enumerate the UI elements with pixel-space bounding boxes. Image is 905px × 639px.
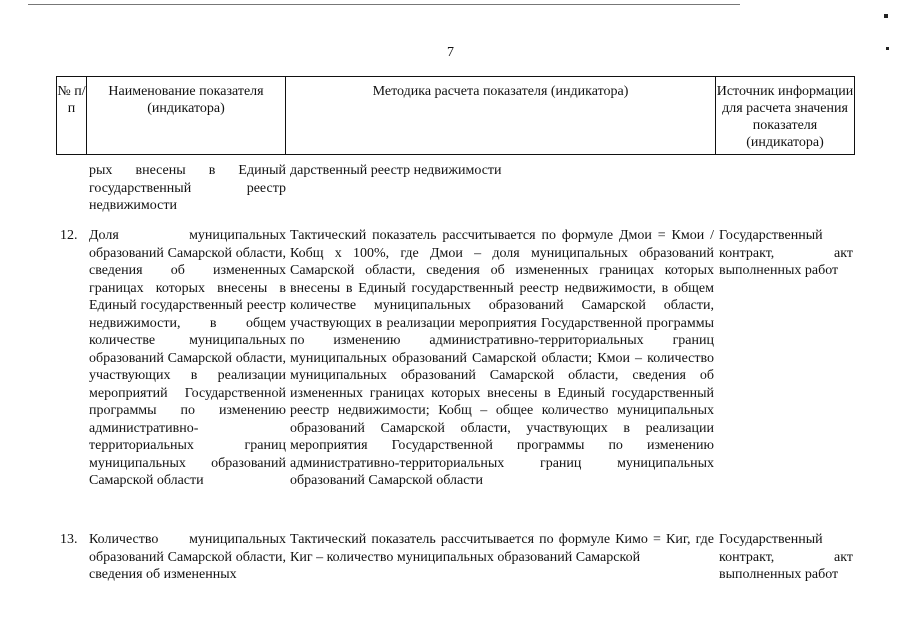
- indicator-name-cell: Количество муниципальных образований Самарской области, сведения об измененных: [89, 532, 286, 582]
- continued-method-cell: дарственный реестр недвижимости: [290, 163, 502, 178]
- header-method-label: Методика расчета показателя (индикатора): [372, 84, 629, 99]
- header-name: [86, 76, 286, 155]
- source-cell: Государственный контракт, акт выполненных работ: [719, 228, 853, 278]
- row-number: 13.: [60, 532, 78, 547]
- method-cell: Тактический показатель рассчитывается по формуле Дмои = Кмои / Кобщ х 100%, где Дмои – доля муниципальных образований Самарской области, сведения об измененных границах которых внесены в Единый государственный реестр недвижимости, в общем количестве муниципальных образований Самарской области, участвующих в реализации мероприятия Государственной программы по изменению административно-территориальных границ муниципальных образований Самарской области; Кмои – количество муниципальных образований Самарской области, сведения об измененных границах которых внесены в Единый государственный реестр недвижимости; Кобщ – общее количество муниципальных образований Самарской области, участвующих в реализации мероприятия Государственной программы по изменению административно-территориальных границ муниципальных образований Самарской области: [290, 228, 714, 488]
- scan-speck: [884, 14, 888, 18]
- header-source-label: Источник информации для расчета значения показателя (индикатора): [716, 84, 854, 150]
- scan-edge-line: [28, 4, 740, 5]
- indicator-name-cell: Доля муниципальных образований Самарской области, сведения об измененных границах которых внесены в Единый государственный реестр недвижимости, в общем количестве муниципальных образований Самарской области, участвующих в реализации мероприятий Государственной программы по изменению административно-территориальных границ муниципальных образований Самарской области: [89, 228, 286, 488]
- header-name-label: Наименование показателя (индикатора): [108, 84, 264, 116]
- method-cell: Тактический показатель рассчитывается по формуле Кимо = Киг, где Киг – количество муниципальных образований Самарской: [290, 532, 714, 565]
- row-number: 12.: [60, 228, 78, 243]
- header-num: [56, 76, 87, 155]
- header-source: [715, 76, 855, 155]
- continued-name-cell: рых внесены в Единый государственный реестр недвижимости: [89, 163, 286, 213]
- header-num-label: № п/п: [57, 84, 86, 116]
- header-method: [285, 76, 716, 155]
- page-number: 7: [447, 45, 454, 60]
- scan-speck: [886, 47, 889, 50]
- source-cell: Государственный контракт, акт выполненных работ: [719, 532, 853, 582]
